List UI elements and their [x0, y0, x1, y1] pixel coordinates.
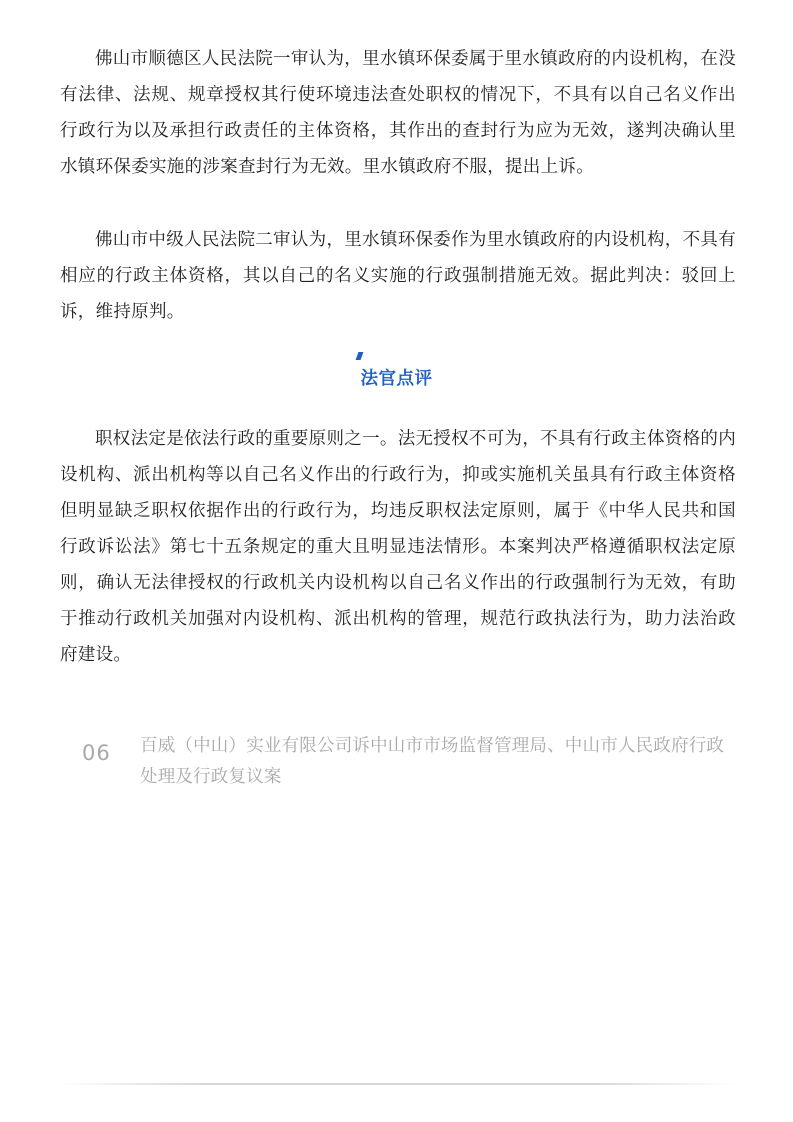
first-instance-paragraph: 佛山市顺德区人民法院一审认为，里水镇环保委属于里水镇政府的内设机构，在没有法律、法规、规章授权其行使环境违法查处职权的情况下，不具有以自己名义作出行政行为以及承担行政责任的主体资格，其作出的查封行为应为无效，遂判决确认里水镇环保委实施的涉案查封行为无效。里水镇政府不服，提出上诉。: [60, 49, 736, 177]
bottom-divider: [60, 1083, 736, 1085]
next-case-title: 百威（中山）实业有限公司诉中山市市场监督管理局、中山市人民政府行政处理及行政复议案: [140, 736, 725, 787]
next-case-number: 06: [82, 741, 111, 765]
section-heading: 法官点评: [360, 369, 433, 389]
heading-accent-mark: [356, 352, 364, 360]
second-instance-paragraph: 佛山市中级人民法院二审认为，里水镇环保委作为里水镇政府的内设机构，不具有相应的行政主体资格，其以自己的名义实施的行政强制措施无效。据此判决：驳回上诉，维持原判。: [60, 230, 736, 322]
judge-comment-paragraph: 职权法定是依法行政的重要原则之一。法无授权不可为，不具有行政主体资格的内设机构、派出机构等以自己名义作出的行政行为，抑或实施机关虽具有行政主体资格但明显缺乏职权依据作出的行政行为，均违反职权法定原则，属于《中华人民共和国行政诉讼法》第七十五条规定的重大且明显违法情形。本案判决严格遵循职权法定原则，确认无法律授权的行政机关内设机构以自己名义作出的行政强制行为无效，有助于推动行政机关加强对内设机构、派出机构的管理，规范行政执法行为，助力法治政府建设。: [60, 429, 736, 665]
